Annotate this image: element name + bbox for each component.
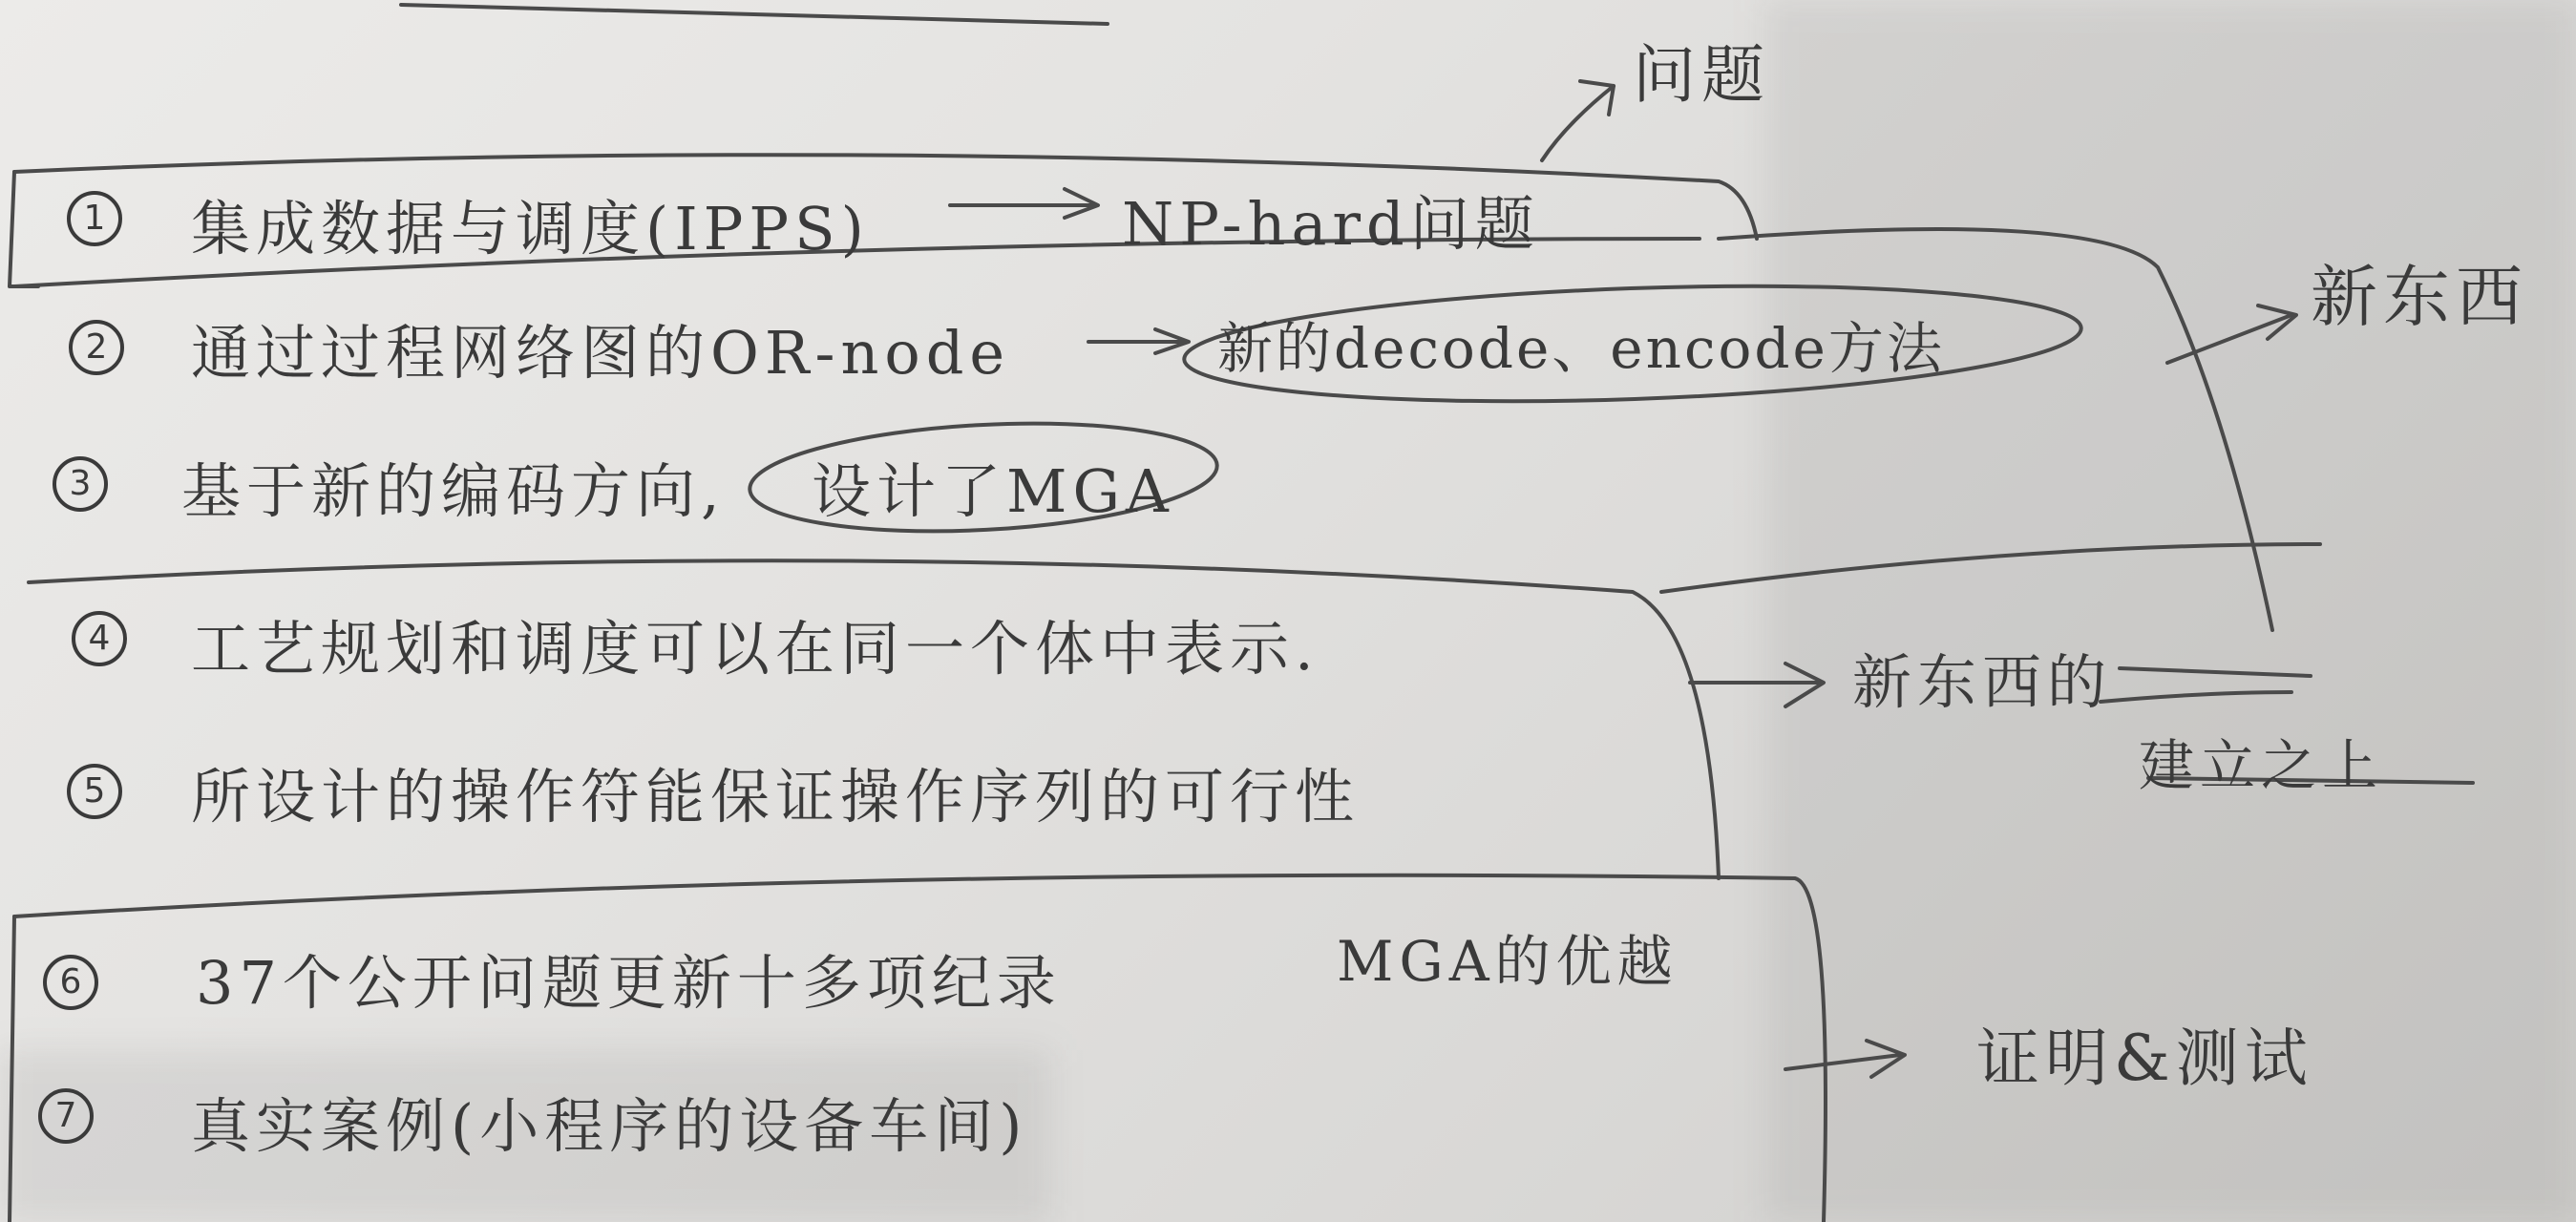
item-5-text: 所设计的操作符能保证操作序列的可行性	[191, 762, 1361, 832]
note-built-on: 建立之上	[2139, 733, 2384, 798]
arrow-to-problem	[1542, 86, 1614, 160]
item1-box-left	[10, 172, 38, 286]
item-3-text: 基于新的编码方向,	[181, 456, 726, 526]
arrow-new-thing-based-head	[1785, 664, 1824, 706]
note-new-thing: 新东西	[2311, 258, 2528, 336]
item-number-7: 7	[38, 1088, 94, 1144]
item-number-1: 1	[67, 191, 122, 246]
item-number-2: 2	[69, 320, 124, 375]
top-rule-line	[401, 5, 1108, 24]
bracket-to-new-thing	[1719, 229, 2272, 630]
item-1-text: 集成数据与调度(IPPS)	[191, 194, 870, 263]
item-7-text: 真实案例(小程序的设备车间)	[191, 1091, 1028, 1161]
item-2-result: 新的decode、encode方法	[1217, 316, 1945, 381]
note-new-thing-based: 新东西的	[1852, 647, 2113, 717]
item67-box-left	[10, 916, 14, 1222]
item-4-text: 工艺规划和调度可以在同一个体中表示.	[191, 614, 1320, 684]
strike-mark	[2120, 668, 2311, 676]
item-6-result: MGA的优越	[1337, 929, 1679, 994]
note-proof-test: 证明&测试	[1976, 1022, 2313, 1095]
note-problem: 问题	[1633, 38, 1770, 112]
item-6-text: 37个公开问题更新十多项纪录	[196, 948, 1062, 1018]
item-number-3: 3	[53, 456, 108, 512]
item-1-result: NP-hard问题	[1122, 189, 1540, 259]
arrow-new-thing	[2167, 315, 2291, 363]
item-number-5: 5	[67, 764, 122, 819]
strike-underline	[2101, 692, 2291, 702]
item-3-result: 设计了MGA	[812, 456, 1174, 526]
item-number-6: 6	[43, 955, 98, 1010]
item45-to-right	[1661, 544, 2320, 592]
item-number-4: 4	[72, 611, 127, 666]
item-2-text: 通过过程网络图的OR-node	[191, 318, 1011, 388]
